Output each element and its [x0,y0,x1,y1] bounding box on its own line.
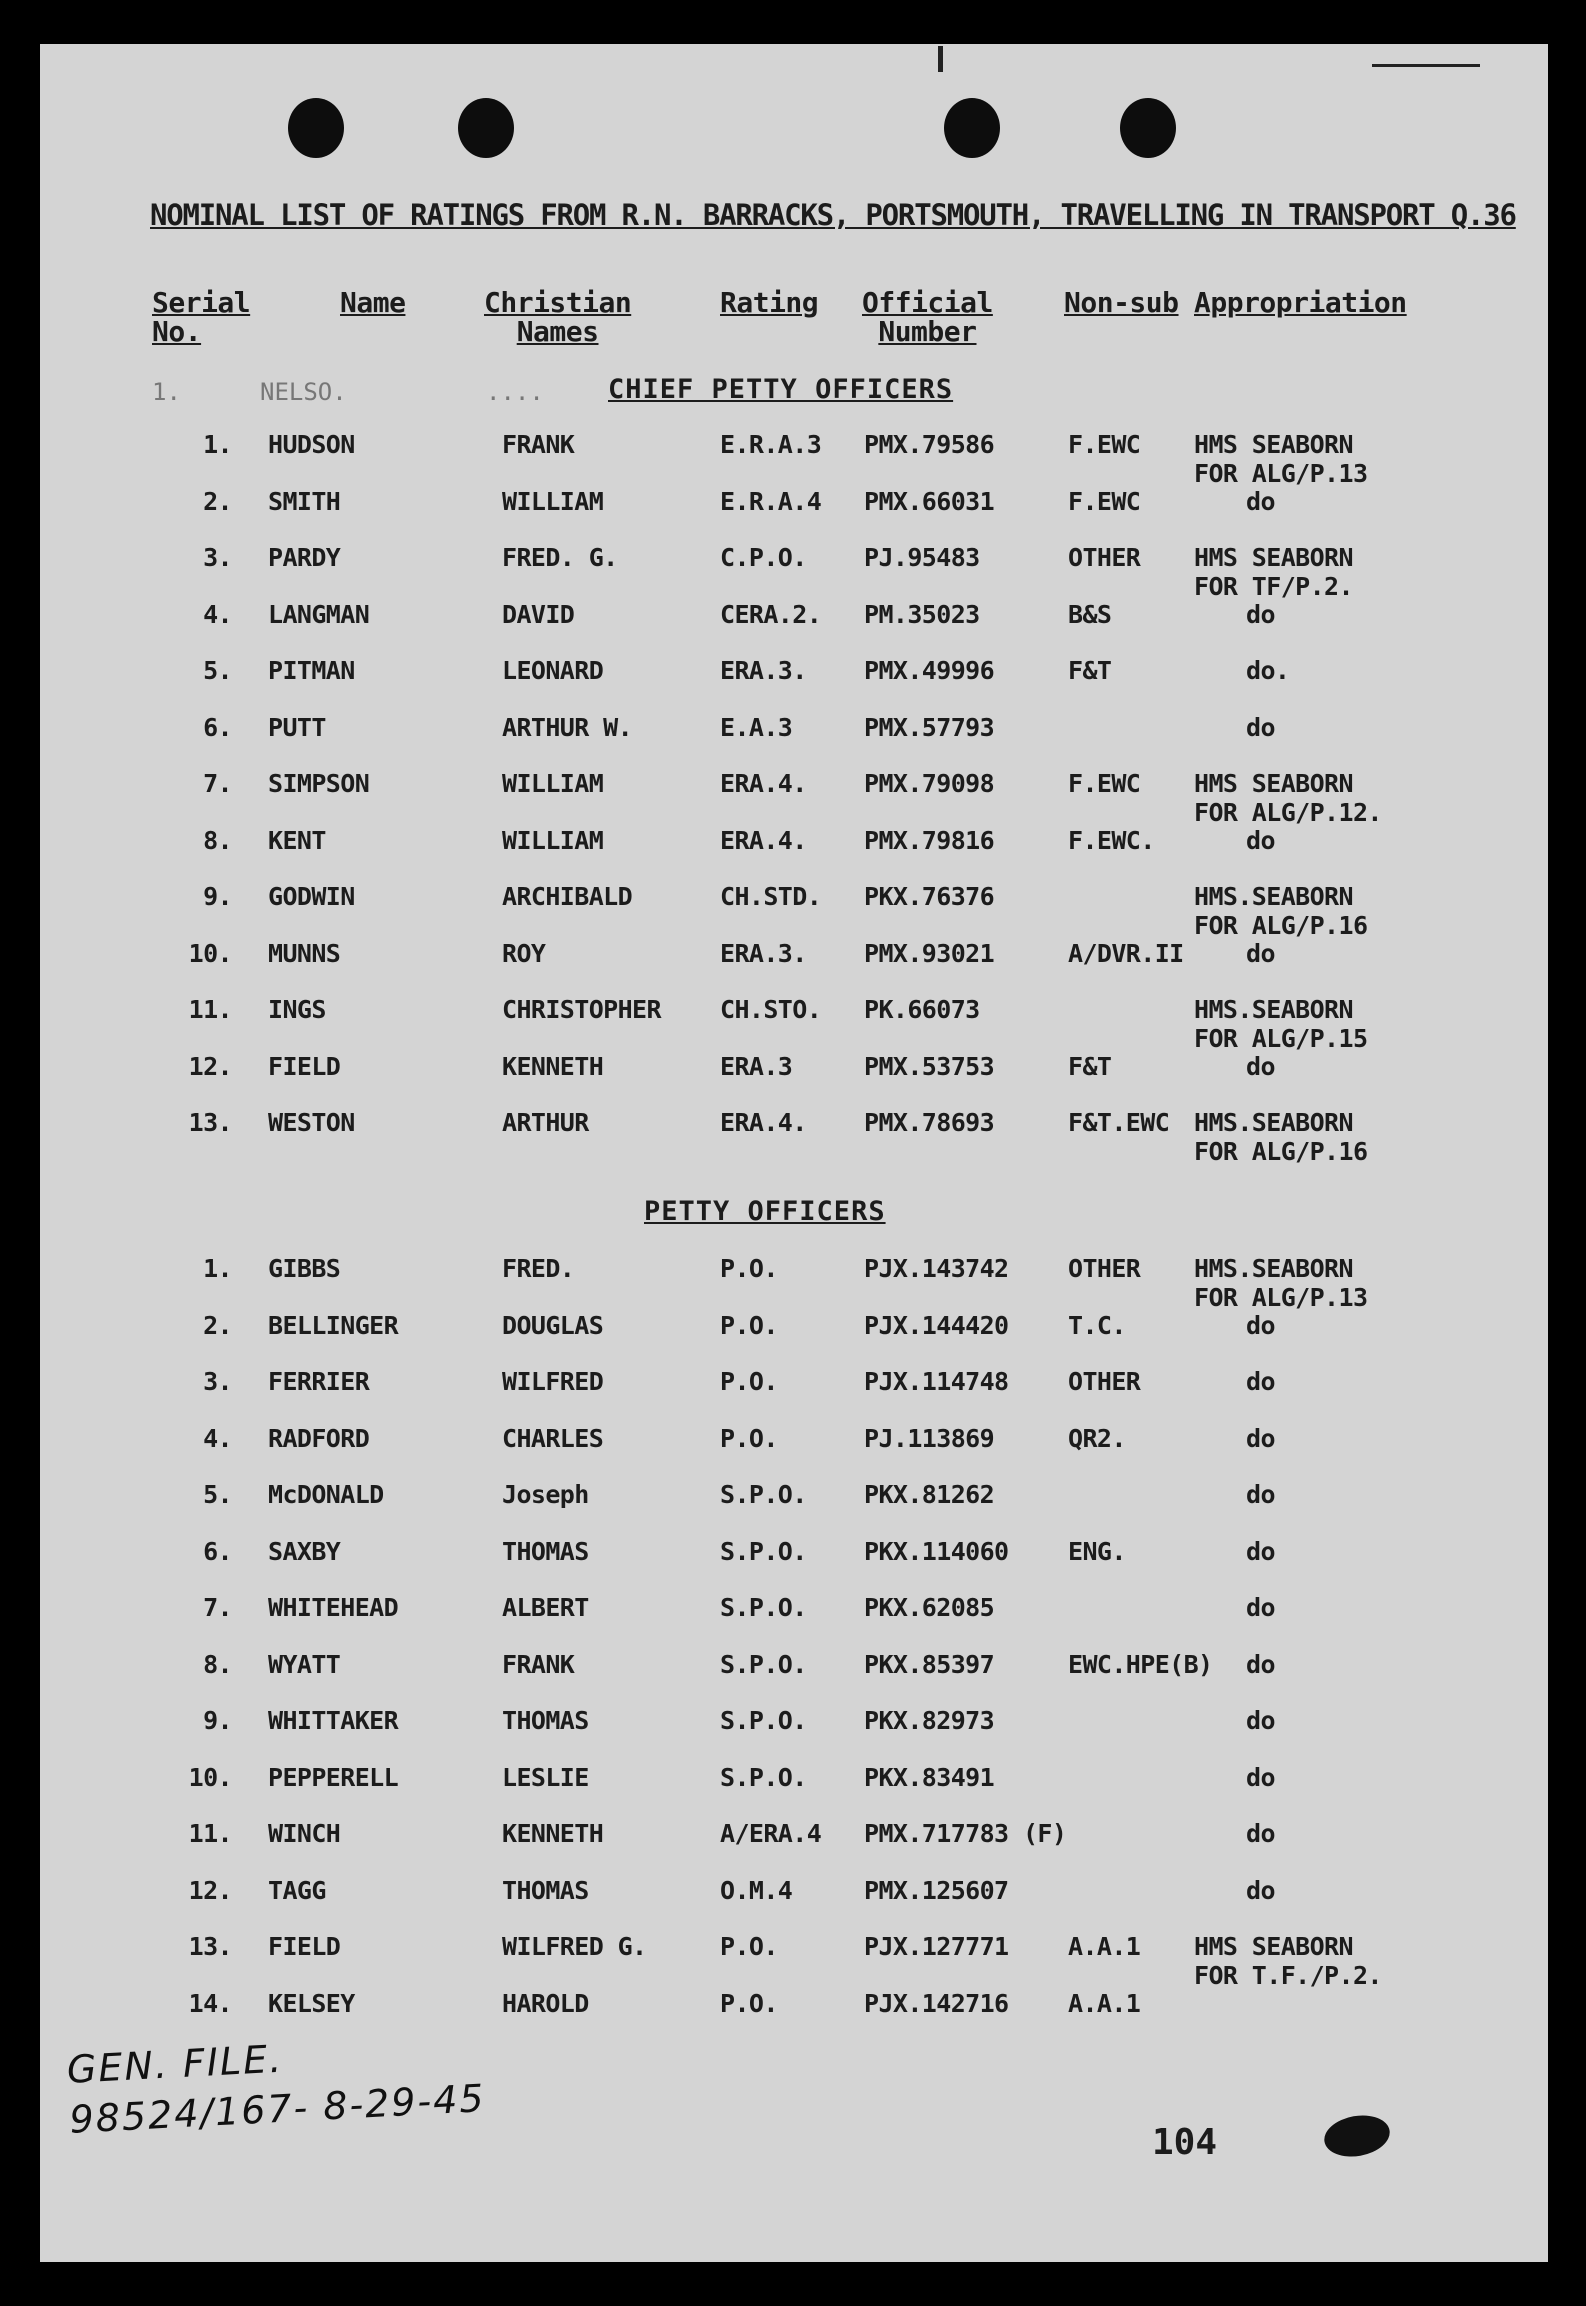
official-number-cell: PJ.113869 [864,1423,995,1453]
name-cell: McDONALD [268,1480,384,1509]
name-cell: WHITEHEAD [268,1593,399,1622]
non-sub-cell: F&T.EWC [1068,1108,1170,1137]
appropriation-cell: HMS SEABORN FOR T.F./P.2. [1194,1932,1382,1990]
christian-name-cell: THOMAS [502,1706,589,1735]
name-cell: BELLINGER [268,1310,399,1340]
table-row [40,656,1548,712]
rating-cell: S.P.O. [720,1649,807,1679]
non-sub-cell: F&T [1068,1051,1112,1081]
non-sub-cell: F.EWC [1068,430,1141,459]
table-row [40,1052,1548,1108]
non-sub-cell: F.EWC [1068,769,1141,798]
rating-cell: ERA.4. [720,769,807,798]
serial-cell: 3. [203,1367,232,1396]
header-name: Name [340,286,406,319]
rating-cell: E.R.A.3 [720,430,822,459]
name-cell: GIBBS [268,1254,341,1283]
name-cell: KENT [268,825,326,855]
header-nonsub: Non-sub [1064,286,1179,319]
serial-cell: 8. [203,825,232,855]
official-number-cell: PMX.53753 [864,1051,995,1081]
appropriation-cell: do [1246,1310,1275,1340]
table-row [40,1876,1548,1932]
serial-cell: 13. [188,1108,232,1137]
appropriation-cell: do [1246,1819,1275,1848]
official-number-cell: PJX.143742 [864,1254,1009,1283]
christian-name-cell: DAVID [502,599,575,629]
christian-name-cell: ARTHUR W. [502,712,633,742]
christian-name-cell: WILLIAM [502,825,604,855]
serial-cell: 12. [188,1051,232,1081]
appropriation-cell: HMS.SEABORN FOR ALG/P.16 [1194,1108,1368,1166]
appropriation-cell: HMS.SEABORN FOR ALG/P.16 [1194,882,1368,940]
appropriation-cell: do [1246,1423,1275,1453]
christian-name-cell: WILFRED G. [502,1932,647,1961]
rating-cell: C.P.O. [720,543,807,572]
rating-cell: P.O. [720,1932,778,1961]
name-cell: PEPPERELL [268,1762,399,1792]
name-cell: SMITH [268,486,341,516]
christian-name-cell: HAROLD [502,1988,589,2018]
non-sub-cell: A.A.1 [1068,1988,1141,2018]
faint-christian: .... [486,378,544,406]
header-rating: Rating [720,286,819,319]
rating-cell: S.P.O. [720,1536,807,1566]
name-cell: SIMPSON [268,769,370,798]
official-number-cell: PKX.85397 [864,1649,995,1679]
appropriation-cell: do [1246,486,1275,516]
appropriation-cell: do [1246,1706,1275,1735]
rating-cell: A/ERA.4 [720,1819,822,1848]
christian-name-cell: WILLIAM [502,486,604,516]
name-cell: INGS [268,995,326,1024]
christian-name-cell: FRANK [502,430,575,459]
official-number-cell: PJX.142716 [864,1988,1009,2018]
punch-hole [458,98,514,158]
rating-cell: O.M.4 [720,1875,793,1905]
official-number-cell: PMX.78693 [864,1108,995,1137]
faint-name: NELSO. [260,378,347,406]
christian-name-cell: ALBERT [502,1593,589,1622]
table-row [40,1650,1548,1706]
name-cell: TAGG [268,1875,326,1905]
table-row [40,826,1548,882]
official-number-cell: PJ.95483 [864,543,980,572]
official-number-cell: PMX.66031 [864,486,995,516]
margin-mark [938,46,943,72]
header-serial-line1: Serial [152,286,251,319]
serial-cell: 6. [203,712,232,742]
official-number-cell: PJX.144420 [864,1310,1009,1340]
handwritten-line-1: GEN. FILE. [65,2036,285,2092]
official-number-cell: PMX.125607 [864,1875,1009,1905]
table-row [40,1367,1548,1423]
official-number-cell: PM.35023 [864,599,980,629]
official-number-cell: PMX.717783 (F) [864,1819,1067,1848]
christian-name-cell: WILLIAM [502,769,604,798]
table-row [40,995,1548,1051]
rating-cell: E.A.3 [720,712,793,742]
rating-cell: P.O. [720,1423,778,1453]
serial-cell: 2. [203,1310,232,1340]
serial-cell: 6. [203,1536,232,1566]
official-number-cell: PKX.81262 [864,1480,995,1509]
official-number-cell: PJX.114748 [864,1367,1009,1396]
serial-cell: 7. [203,769,232,798]
serial-cell: 10. [188,938,232,968]
official-number-cell: PMX.79098 [864,769,995,798]
appropriation-cell: do [1246,1593,1275,1622]
page-number: 104 [1152,2122,1218,2163]
name-cell: PARDY [268,543,341,572]
table-row [40,487,1548,543]
official-number-cell: PK.66073 [864,995,980,1024]
appropriation-cell: do [1246,1480,1275,1509]
serial-cell: 1. [203,430,232,459]
header-official-line1: Official [862,286,993,319]
serial-cell: 5. [203,1480,232,1509]
name-cell: WYATT [268,1649,341,1679]
rating-cell: ERA.4. [720,825,807,855]
christian-name-cell: THOMAS [502,1875,589,1905]
name-cell: WHITTAKER [268,1706,399,1735]
official-number-cell: PMX.79586 [864,430,995,459]
christian-name-cell: LEONARD [502,656,604,685]
rating-cell: ERA.3 [720,1051,793,1081]
appropriation-cell: do [1246,599,1275,629]
table-row [40,1706,1548,1762]
table-row [40,1311,1548,1367]
serial-cell: 11. [188,1819,232,1848]
christian-name-cell: ROY [502,938,546,968]
appropriation-cell: do [1246,1875,1275,1905]
table-row [40,1424,1548,1480]
official-number-cell: PKX.83491 [864,1762,995,1792]
table-row [40,1480,1548,1536]
serial-cell: 11. [188,995,232,1024]
appropriation-cell: HMS SEABORN FOR ALG/P.12. [1194,769,1382,827]
serial-cell: 13. [188,1932,232,1961]
table-row [40,1593,1548,1649]
table-row [40,1763,1548,1819]
rating-cell: P.O. [720,1254,778,1283]
appropriation-cell: do. [1246,656,1290,685]
serial-cell: 4. [203,599,232,629]
serial-cell: 7. [203,1593,232,1622]
rating-cell: ERA.4. [720,1108,807,1137]
rating-cell: S.P.O. [720,1480,807,1509]
non-sub-cell: F.EWC [1068,486,1141,516]
faint-serial: 1. [152,378,181,406]
table-row [40,1108,1548,1164]
non-sub-cell: OTHER [1068,1254,1141,1283]
christian-name-cell: CHRISTOPHER [502,995,661,1024]
appropriation-cell: HMS SEABORN FOR TF/P.2. [1194,543,1353,601]
table-row [40,1254,1548,1310]
header-christian [484,288,631,346]
table-row [40,939,1548,995]
christian-name-cell: KENNETH [502,1051,604,1081]
rating-cell: P.O. [720,1988,778,2018]
rating-cell: P.O. [720,1310,778,1340]
rating-cell: S.P.O. [720,1762,807,1792]
name-cell: HUDSON [268,430,355,459]
appropriation-cell: HMS.SEABORN FOR ALG/P.13 [1194,1254,1368,1312]
header-serial [152,288,250,346]
official-number-cell: PMX.93021 [864,938,995,968]
table-row [40,1537,1548,1593]
official-number-cell: PMX.57793 [864,712,995,742]
serial-cell: 2. [203,486,232,516]
appropriation-cell: HMS.SEABORN FOR ALG/P.15 [1194,995,1368,1053]
appropriation-cell: do [1246,1051,1275,1081]
non-sub-cell: A.A.1 [1068,1932,1141,1961]
serial-cell: 8. [203,1649,232,1679]
rating-cell: S.P.O. [720,1593,807,1622]
header-appropriation: Appropriation [1194,286,1407,319]
table-row [40,1932,1548,1988]
rating-cell: ERA.3. [720,656,807,685]
name-cell: PUTT [268,712,326,742]
appropriation-cell: HMS SEABORN FOR ALG/P.13 [1194,430,1368,488]
name-cell: FERRIER [268,1367,370,1396]
official-number-cell: PKX.114060 [864,1536,1009,1566]
non-sub-cell: F.EWC. [1068,825,1155,855]
name-cell: WESTON [268,1108,355,1137]
non-sub-cell: OTHER [1068,1367,1141,1396]
non-sub-cell: EWC.HPE(B) [1068,1649,1213,1679]
appropriation-cell: do [1246,1762,1275,1792]
serial-cell: 5. [203,656,232,685]
appropriation-cell: do [1246,825,1275,855]
table-row [40,543,1548,599]
christian-name-cell: KENNETH [502,1819,604,1848]
christian-name-cell: ARCHIBALD [502,882,633,911]
rating-cell: E.R.A.4 [720,486,822,516]
christian-name-cell: Joseph [502,1480,589,1509]
table-row [40,882,1548,938]
name-cell: WINCH [268,1819,341,1848]
official-number-cell: PKX.62085 [864,1593,995,1622]
christian-name-cell: LESLIE [502,1762,589,1792]
name-cell: SAXBY [268,1536,341,1566]
official-number-cell: PMX.79816 [864,825,995,855]
section-petty-officers: PETTY OFFICERS [644,1196,886,1227]
appropriation-cell: do [1246,1367,1275,1396]
header-official [862,288,993,346]
name-cell: FIELD [268,1051,341,1081]
official-number-cell: PKX.82973 [864,1706,995,1735]
christian-name-cell: FRANK [502,1649,575,1679]
margin-mark [1372,64,1480,67]
document-page [40,44,1548,2262]
appropriation-cell: do [1246,1536,1275,1566]
serial-cell: 12. [188,1875,232,1905]
non-sub-cell: B&S [1068,599,1112,629]
name-cell: RADFORD [268,1423,370,1453]
handwritten-line-2: 98524/167- 8-29-45 [68,2076,487,2142]
name-cell: GODWIN [268,882,355,911]
christian-name-cell: CHARLES [502,1423,604,1453]
non-sub-cell: OTHER [1068,543,1141,572]
name-cell: MUNNS [268,938,341,968]
non-sub-cell: ENG. [1068,1536,1126,1566]
table-row [40,769,1548,825]
non-sub-cell: F&T [1068,656,1112,685]
serial-cell: 3. [203,543,232,572]
name-cell: PITMAN [268,656,355,685]
christian-name-cell: FRED. [502,1254,575,1283]
official-number-cell: PJX.127771 [864,1932,1009,1961]
christian-name-cell: FRED. G. [502,543,618,572]
rating-cell: ERA.3. [720,938,807,968]
punch-hole [1120,98,1176,158]
table-row [40,430,1548,486]
name-cell: LANGMAN [268,599,370,629]
official-number-cell: PKX.76376 [864,882,995,911]
punch-hole [944,98,1000,158]
rating-cell: S.P.O. [720,1706,807,1735]
rating-cell: CH.STD. [720,882,822,911]
table-row [40,713,1548,769]
official-number-cell: PMX.49996 [864,656,995,685]
serial-cell: 9. [203,882,232,911]
section-chief-petty-officers: CHIEF PETTY OFFICERS [608,374,954,405]
rating-cell: CERA.2. [720,599,822,629]
christian-name-cell: DOUGLAS [502,1310,604,1340]
ink-blot [1321,2111,1393,2162]
table-row [40,1819,1548,1875]
christian-name-cell: THOMAS [502,1536,589,1566]
rating-cell: CH.STO. [720,995,822,1024]
header-serial-line2: No. [152,315,202,348]
header-official-line2: Number [878,315,977,348]
document-title: NOMINAL LIST OF RATINGS FROM R.N. BARRACKS, PORTSMOUTH, TRAVELLING IN TRANSPORT Q.36 [150,198,1516,232]
header-christian-line1: Christian [484,286,632,319]
header-christian-line2: Names [516,315,599,348]
appropriation-cell: do [1246,938,1275,968]
handwritten-file-note [66,2023,487,2145]
non-sub-cell: T.C. [1068,1310,1126,1340]
punch-hole [288,98,344,158]
table-row [40,600,1548,656]
serial-cell: 4. [203,1423,232,1453]
christian-name-cell: WILFRED [502,1367,604,1396]
name-cell: KELSEY [268,1988,355,2018]
serial-cell: 14. [188,1988,232,2018]
christian-name-cell: ARTHUR [502,1108,589,1137]
serial-cell: 1. [203,1254,232,1283]
name-cell: FIELD [268,1932,341,1961]
non-sub-cell: QR2. [1068,1423,1126,1453]
appropriation-cell: do [1246,712,1275,742]
rating-cell: P.O. [720,1367,778,1396]
serial-cell: 9. [203,1706,232,1735]
serial-cell: 10. [188,1762,232,1792]
non-sub-cell: A/DVR.II [1068,938,1184,968]
appropriation-cell: do [1246,1649,1275,1679]
